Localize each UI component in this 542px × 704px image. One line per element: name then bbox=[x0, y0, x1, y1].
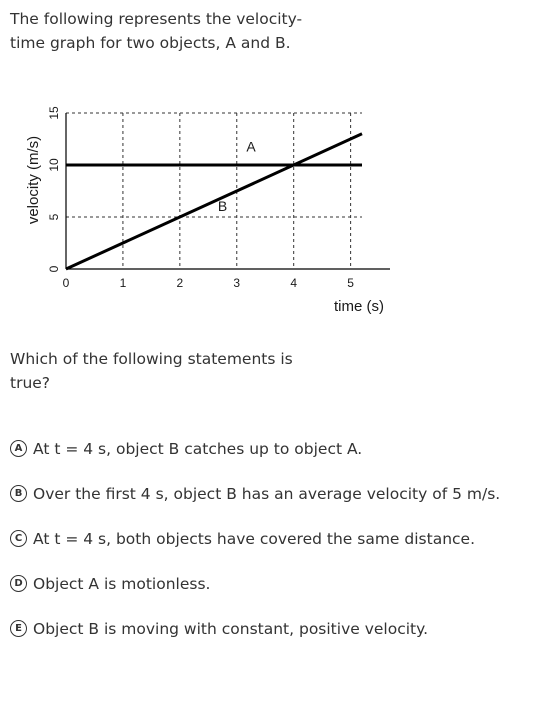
x-tick-label: 2 bbox=[176, 276, 184, 290]
choice-c[interactable] bbox=[10, 516, 500, 561]
choice-c-text: At t = 4 s, both objects have covered the same distance. bbox=[33, 529, 475, 548]
series-b-label: B bbox=[217, 197, 228, 214]
tick-labels bbox=[47, 106, 354, 290]
choice-e[interactable] bbox=[10, 606, 500, 651]
choice-a[interactable] bbox=[10, 426, 500, 471]
answer-choices bbox=[10, 426, 500, 651]
choice-c-letter: C bbox=[10, 530, 27, 547]
x-tick-label: 1 bbox=[119, 276, 127, 290]
y-tick-label: 15 bbox=[47, 106, 61, 120]
x-tick-label: 5 bbox=[347, 276, 354, 290]
choice-b-text: Over the first 4 s, object B has an average velocity of 5 m/s. bbox=[33, 484, 501, 503]
y-axis-label: velocity (m/s) bbox=[25, 135, 42, 225]
x-axis-label: time (s) bbox=[334, 298, 384, 315]
velocity-time-graph bbox=[0, 90, 400, 330]
y-tick-label: 10 bbox=[47, 158, 61, 172]
series-b-line bbox=[66, 134, 362, 269]
question-intro: The following represents the velocity-time graph for two objects, A and B. bbox=[10, 10, 303, 52]
choice-e-text: Object B is moving with constant, positive velocity. bbox=[33, 619, 428, 638]
x-tick-label: 3 bbox=[233, 276, 241, 290]
y-tick-label: 0 bbox=[47, 265, 61, 273]
y-tick-label: 5 bbox=[47, 213, 61, 221]
series-lines bbox=[66, 134, 362, 269]
choice-b-letter: B bbox=[10, 485, 27, 502]
grid-lines bbox=[66, 113, 362, 269]
question-prompt: Which of the following statements is true? bbox=[10, 350, 293, 392]
choice-b[interactable] bbox=[10, 471, 500, 516]
choice-d-letter: D bbox=[10, 575, 27, 592]
choice-d-text: Object A is motionless. bbox=[33, 574, 211, 593]
series-a-label: A bbox=[246, 138, 256, 155]
x-tick-label: 4 bbox=[290, 276, 298, 290]
choice-a-text: At t = 4 s, object B catches up to object A. bbox=[33, 439, 363, 458]
x-tick-label: 0 bbox=[62, 276, 70, 290]
choice-d[interactable] bbox=[10, 561, 500, 606]
choice-a-letter: A bbox=[10, 440, 27, 457]
choice-e-letter: E bbox=[10, 620, 27, 637]
